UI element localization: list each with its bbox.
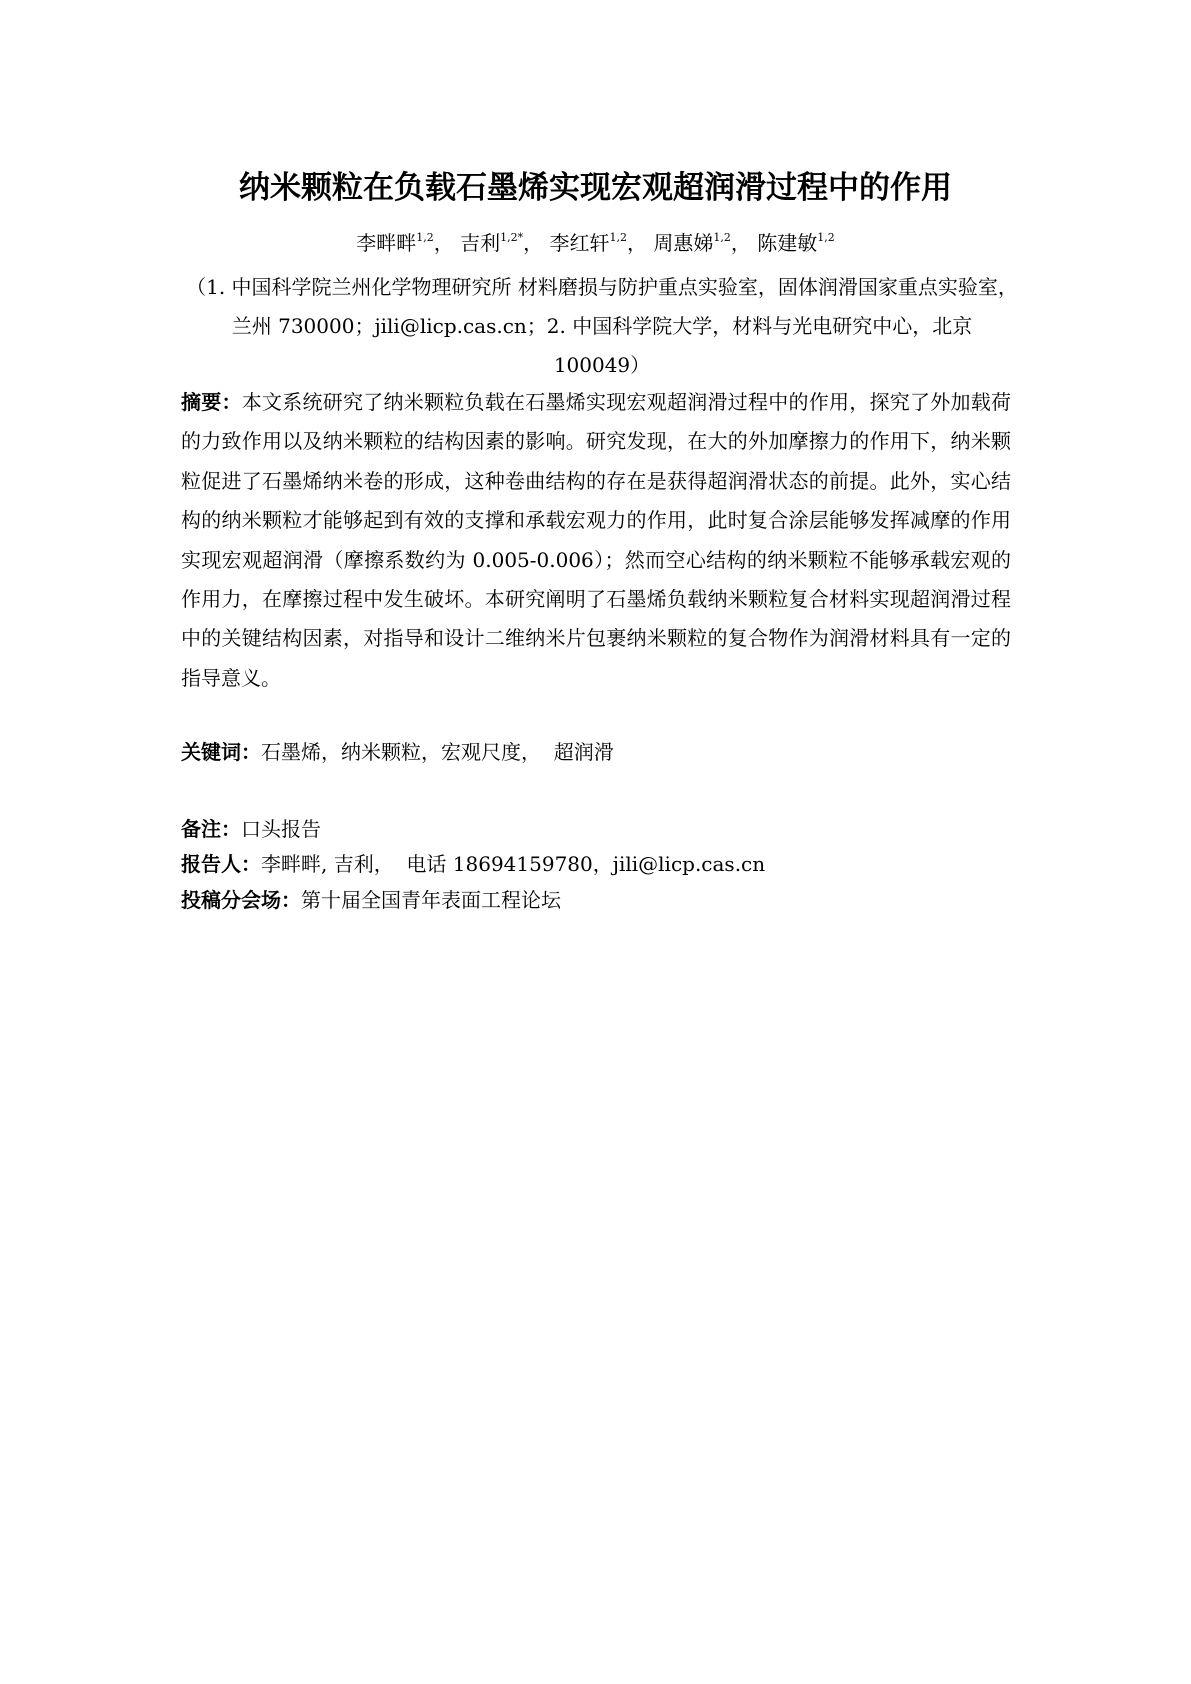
- keyword-item: 纳米颗粒: [341, 740, 421, 764]
- session-value: 第十届全国青年表面工程论坛: [301, 888, 561, 912]
- session-line: [181, 883, 1011, 917]
- author-list: [160, 228, 1031, 258]
- author-name: 陈建敏: [757, 231, 818, 255]
- affiliation-block: （1. 中国科学院兰州化学物理研究所 材料磨损与防护重点实验室，固体润滑国家重点实验室，兰州 730000；jili@licp.cas.cn；2. 中国科学院大学，材料与光电研究中心，北京 100049）: [186, 275, 1018, 377]
- author-affiliation-marker: 1,2: [713, 231, 731, 244]
- author-affiliation-marker: 1,2: [609, 231, 627, 244]
- keywords-label: 关键词：: [181, 740, 261, 764]
- reporter-value: 李畔畔, 吉利， 电话 18694159780，jili@licp.cas.cn: [261, 852, 766, 876]
- author-affiliation-marker: 1,2*: [500, 231, 524, 244]
- remark-label: 备注：: [181, 817, 241, 841]
- author-separator: ，: [523, 231, 544, 255]
- author-name: 李红轩: [549, 231, 610, 255]
- author-name: 李畔畔: [356, 231, 417, 255]
- abstract-text: 本文系统研究了纳米颗粒负载在石墨烯实现宏观超润滑过程中的作用，探究了外加载荷的力致作用以及纳米颗粒的结构因素的影响。研究发现，在大的外加摩擦力的作用下，纳米颗粒促进了石墨烯纳米卷的形成，这种卷曲结构的存在是获得超润滑状态的前提。此外，实心结构的纳米颗粒才能够起到有效的支撑和承载宏观力的作用，此时复合涂层能够发挥减摩的作用实现宏观超润滑（摩擦系数约为 0.005-0.006）；然而空心结构的纳米颗粒不能够承载宏观的作用力，在摩擦过程中发生破坏。本研究阐明了石墨烯负载纳米颗粒复合材料实现超润滑过程中的关键结构因素，对指导和设计二维纳米片包裹纳米颗粒的复合物作为润滑材料具有一定的指导意义。: [181, 390, 1011, 690]
- author-name: 吉利: [460, 231, 501, 255]
- session-label: 投稿分会场：: [181, 888, 301, 912]
- author-affiliation-marker: 1,2: [817, 231, 835, 244]
- author-name: 周惠娣: [653, 231, 714, 255]
- keywords-line: 关键词：石墨烯，纳米颗粒，宏观尺度， 超润滑: [181, 740, 614, 764]
- paper-title: 纳米颗粒在负载石墨烯实现宏观超润滑过程中的作用: [239, 170, 952, 206]
- author-separator: ，: [433, 231, 454, 255]
- abstract-paragraph: [181, 383, 1011, 698]
- remark-value: 口头报告: [241, 817, 321, 841]
- author-separator: ，: [627, 231, 647, 255]
- remark-line: [181, 812, 1011, 846]
- reporter-label: 报告人：: [181, 852, 261, 876]
- author-affiliation-marker: 1,2: [416, 231, 434, 244]
- keyword-item: 石墨烯: [261, 740, 321, 764]
- abstract-label: 摘要：: [181, 390, 242, 414]
- author-separator: ，: [730, 231, 751, 255]
- reporter-line: [181, 847, 1011, 881]
- keyword-item: 宏观尺度: [441, 740, 521, 764]
- keyword-item: 超润滑: [553, 740, 614, 764]
